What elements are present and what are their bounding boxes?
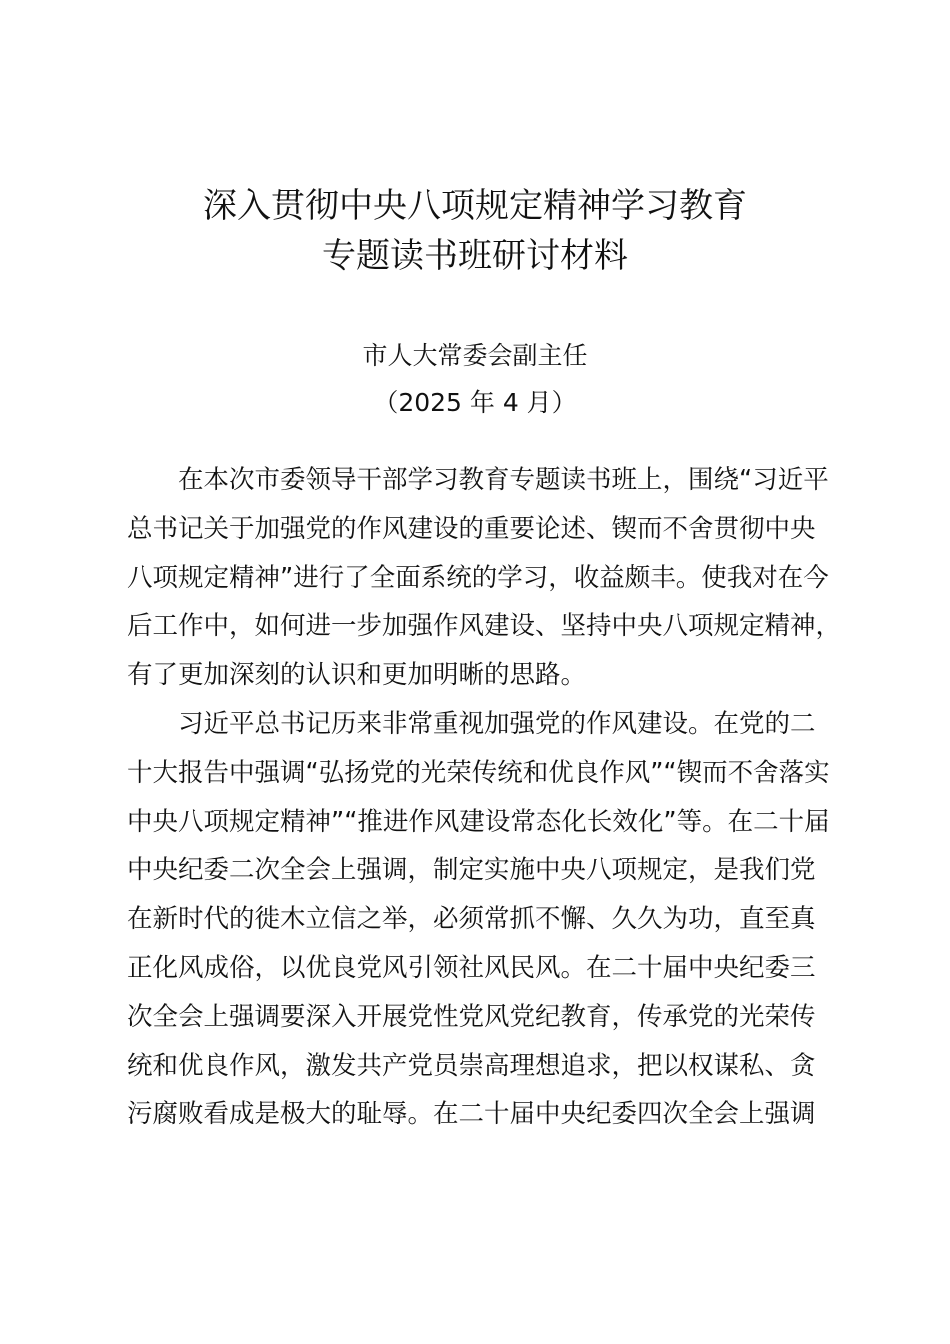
body-line: 在本次市委领导干部学习教育专题读书班上，围绕“习近平 <box>178 465 829 495</box>
body-line: 污腐败看成是极大的耻辱。在二十届中央纪委四次全会上强调 <box>127 1099 816 1130</box>
body-line: 统和优良作风，激发共产党员崇高理想追求，把以权谋私、贪 <box>127 1050 816 1081</box>
document-body <box>127 456 857 1139</box>
body-line: 后工作中，如何进一步加强作风建设、坚持中央八项规定精神， <box>127 611 842 642</box>
body-line: 次全会上强调要深入开展党性党风党纪教育，传承党的光荣传 <box>127 1001 816 1032</box>
body-line: 中央八项规定精神”“推进作风建设常态化长效化”等。在二十届 <box>127 806 830 837</box>
body-line: 总书记关于加强党的作风建设的重要论述、锲而不舍贯彻中央 <box>127 513 816 544</box>
body-line: 在新时代的徙木立信之举，必须常抓不懈、久久为功，直至真 <box>127 904 816 935</box>
document-title-line-2: 专题读书班研讨材料 <box>322 236 628 276</box>
body-line: 有了更加深刻的认识和更加明晰的思路。 <box>127 660 587 691</box>
body-line: 习近平总书记历来非常重视加强党的作风建设。在党的二 <box>178 708 816 739</box>
body-line: 十大报告中强调“弘扬党的光荣传统和优良作风”“锲而不舍落实 <box>127 757 830 788</box>
body-line: 中央纪委二次全会上强调，制定实施中央八项规定，是我们党 <box>127 855 816 886</box>
document-date: （2025 年 4 月） <box>373 388 577 417</box>
document-author: 市人大常委会副主任 <box>362 341 588 370</box>
body-line: 正化风成俗，以优良党风引领社风民风。在二十届中央纪委三 <box>127 952 816 983</box>
document-title-line-1: 深入贯彻中央八项规定精神学习教育 <box>203 186 747 226</box>
body-line: 八项规定精神”进行了全面系统的学习，收益颇丰。使我对在今 <box>127 562 829 593</box>
